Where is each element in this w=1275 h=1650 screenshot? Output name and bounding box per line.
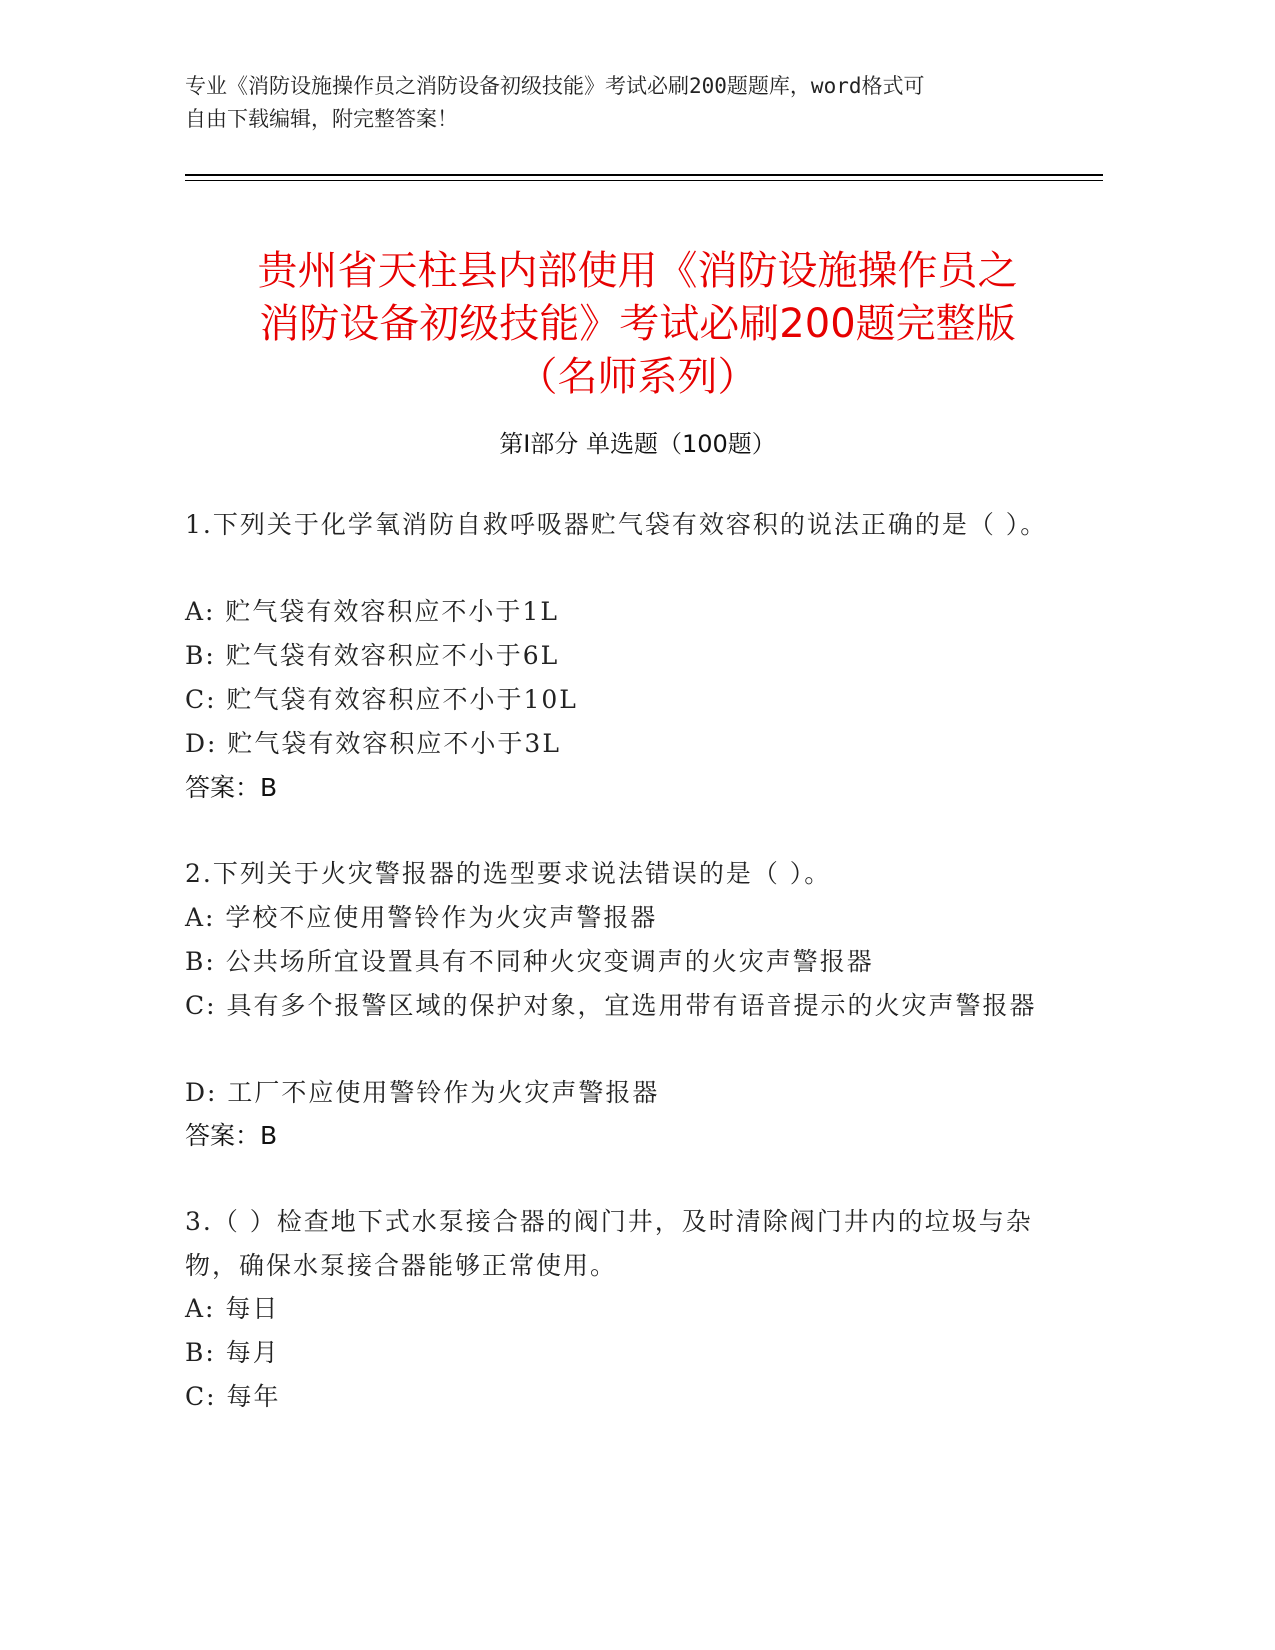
question-3-option-b: B: 每月: [185, 1338, 280, 1367]
question-2-option-b: B: 公共场所宜设置具有不同种火灾变调声的火灾声警报器: [185, 947, 874, 976]
question-1-answer: 答案：B: [185, 773, 278, 802]
question-3-text: 3.（ ）检查地下式水泵接合器的阀门井，及时清除阀门井内的垃圾与杂物，确保水泵接合器能够正常使用。: [185, 1207, 1033, 1280]
question-3-option-c: C: 每年: [185, 1382, 281, 1411]
question-1-option-b: B: 贮气袋有效容积应不小于6L: [185, 641, 560, 670]
question-1-option-c: C: 贮气袋有效容积应不小于10L: [185, 685, 578, 714]
question-2-option-d: D: 工厂不应使用警铃作为火灾声警报器: [185, 1078, 660, 1107]
intro-text: 专业《消防设施操作员之消防设备初级技能》考试必刷200题题库，word格式可 自由下载编辑，附完整答案！: [185, 74, 925, 131]
question-1-text: 1.下列关于化学氧消防自救呼吸器贮气袋有效容积的说法正确的是（ ）。: [185, 510, 1048, 539]
question-1-option-a: A: 贮气袋有效容积应不小于1L: [185, 597, 559, 626]
question-3-option-a: A: 每日: [185, 1294, 280, 1323]
question-2-text: 2.下列关于火灾警报器的选型要求说法错误的是（ ）。: [185, 859, 832, 888]
divider-line-thin: [185, 180, 1103, 181]
section-heading: 第Ⅰ部分 单选题（100题）: [499, 430, 776, 458]
question-2-option-a: A: 学校不应使用警铃作为火灾声警报器: [185, 903, 658, 932]
page-title: 贵州省天柱县内部使用《消防设施操作员之 消防设备初级技能》考试必刷200题完整版 （名师系列）: [257, 247, 1018, 400]
question-2-answer: 答案：B: [185, 1121, 278, 1150]
question-1-option-d: D: 贮气袋有效容积应不小于3L: [185, 729, 561, 758]
divider-line: [185, 174, 1103, 176]
question-2-option-c: C: 具有多个报警区域的保护对象，宜选用带有语音提示的火灾声警报器: [185, 991, 1037, 1020]
